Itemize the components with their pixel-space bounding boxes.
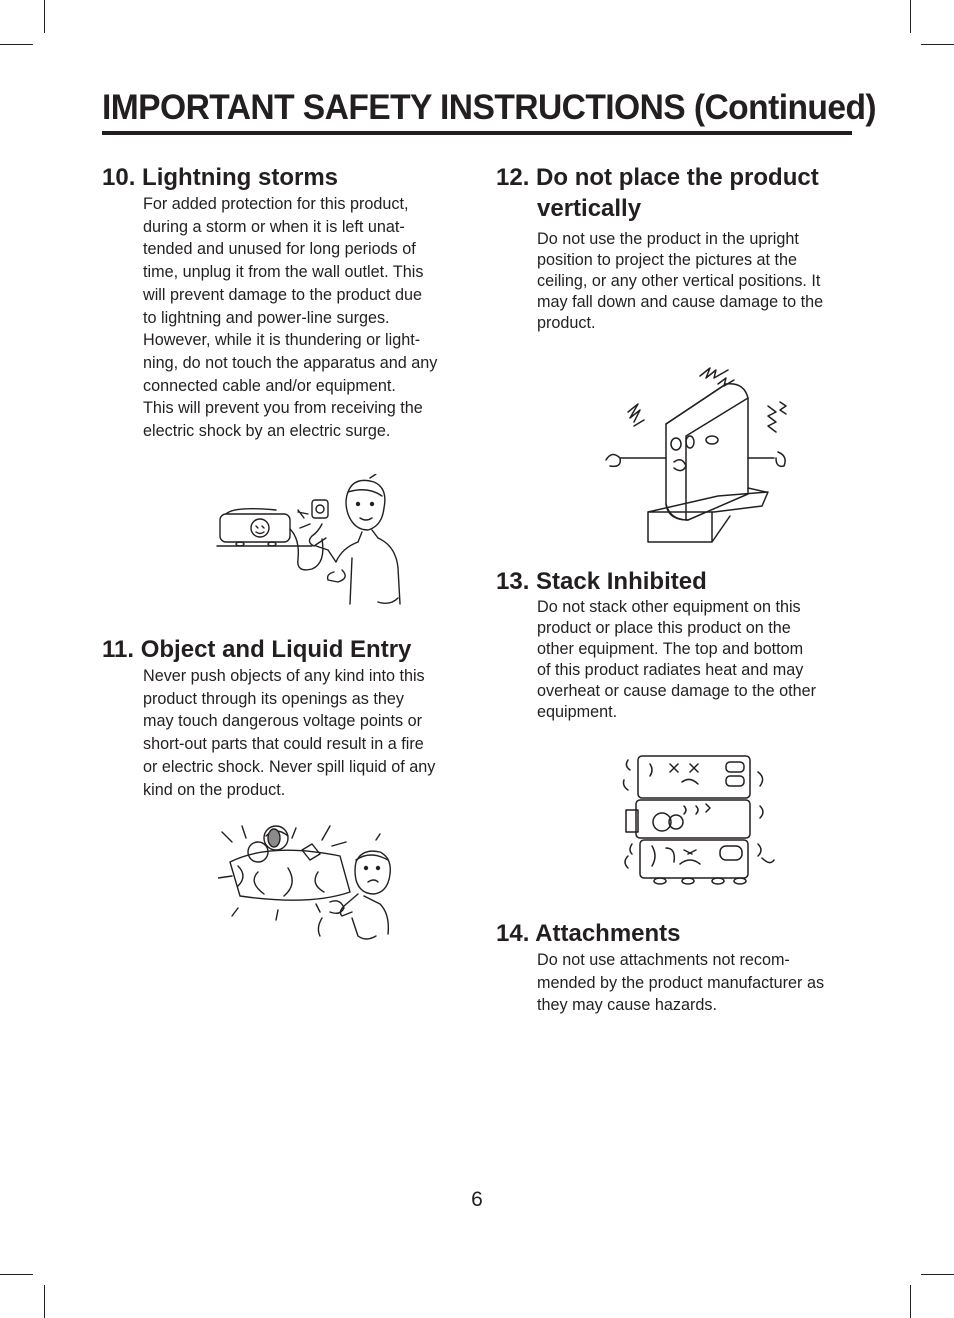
section-heading	[102, 162, 472, 193]
section-heading-text: Do not place the product	[536, 164, 819, 191]
man-unplugging-projector-illustration	[212, 474, 408, 608]
section-number: 12.	[496, 164, 530, 191]
crop-mark	[910, 0, 911, 33]
crop-mark	[44, 1285, 45, 1318]
section-heading-text: Stack Inhibited	[536, 568, 707, 595]
section-body: Do not use the product in the upright position to project the pictures at the ceiling, or any other vertical positions. It may fall down and cause damage to the product.	[537, 230, 824, 332]
section-heading-text: Lightning storms	[142, 164, 339, 191]
section-heading	[496, 566, 866, 597]
section-heading-text: Attachments	[535, 920, 681, 947]
stacked-equipment-overheating-illustration	[622, 750, 776, 888]
section-body: Do not stack other equipment on this product or place this product on the other equipment. The top and bottom of this product radiates heat and may overheat or cause damage to the other equipment.	[537, 598, 816, 721]
crop-mark	[921, 44, 954, 45]
section-attachments	[496, 918, 866, 1017]
section-heading	[496, 918, 866, 949]
section-heading-text: Object and Liquid Entry	[140, 636, 412, 663]
section-number: 11.	[102, 636, 135, 663]
page-title: IMPORTANT SAFETY INSTRUCTIONS (Continued)	[102, 88, 877, 127]
page-number: 6	[471, 1188, 483, 1211]
section-number: 13.	[496, 568, 530, 595]
section-body: For added protection for this product, during a storm or when it is left unat- tended and unused for long periods of time, unplug it from the wall outlet. This will prevent damage to the product due to lightning and power-line surges. However, while it is thundering or light- ning, do not touch the apparatus and any connected cable and/or equipment. This will prevent you from receiving the electric shock by an electric surge.	[143, 195, 438, 441]
crop-mark	[921, 1274, 954, 1275]
section-number: 10.	[102, 164, 136, 191]
crop-mark	[44, 0, 45, 33]
section-stack-inhibited	[496, 566, 866, 723]
man-spilling-liquid-on-projector-illustration	[218, 822, 398, 940]
section-heading	[496, 162, 866, 193]
section-lightning-storms	[102, 162, 472, 443]
section-number: 14.	[496, 920, 530, 947]
upright-projector-falling-illustration	[600, 362, 794, 550]
section-body: Do not use attachments not recom- mended by the product manufacturer as they may cause hazards.	[537, 951, 825, 1015]
crop-mark	[910, 1285, 911, 1318]
section-object-and-liquid-entry	[102, 634, 472, 801]
title-underline	[102, 131, 852, 135]
section-heading	[102, 634, 472, 665]
section-heading-continuation: vertically	[537, 195, 642, 222]
crop-mark	[0, 44, 33, 45]
crop-mark	[0, 1274, 33, 1275]
section-do-not-place-vertically	[496, 162, 866, 334]
section-body: Never push objects of any kind into this product through its openings as they may touch dangerous voltage points or short-out parts that could result in a fire or electric shock. Never spill liquid of any kind on the product.	[143, 667, 436, 799]
